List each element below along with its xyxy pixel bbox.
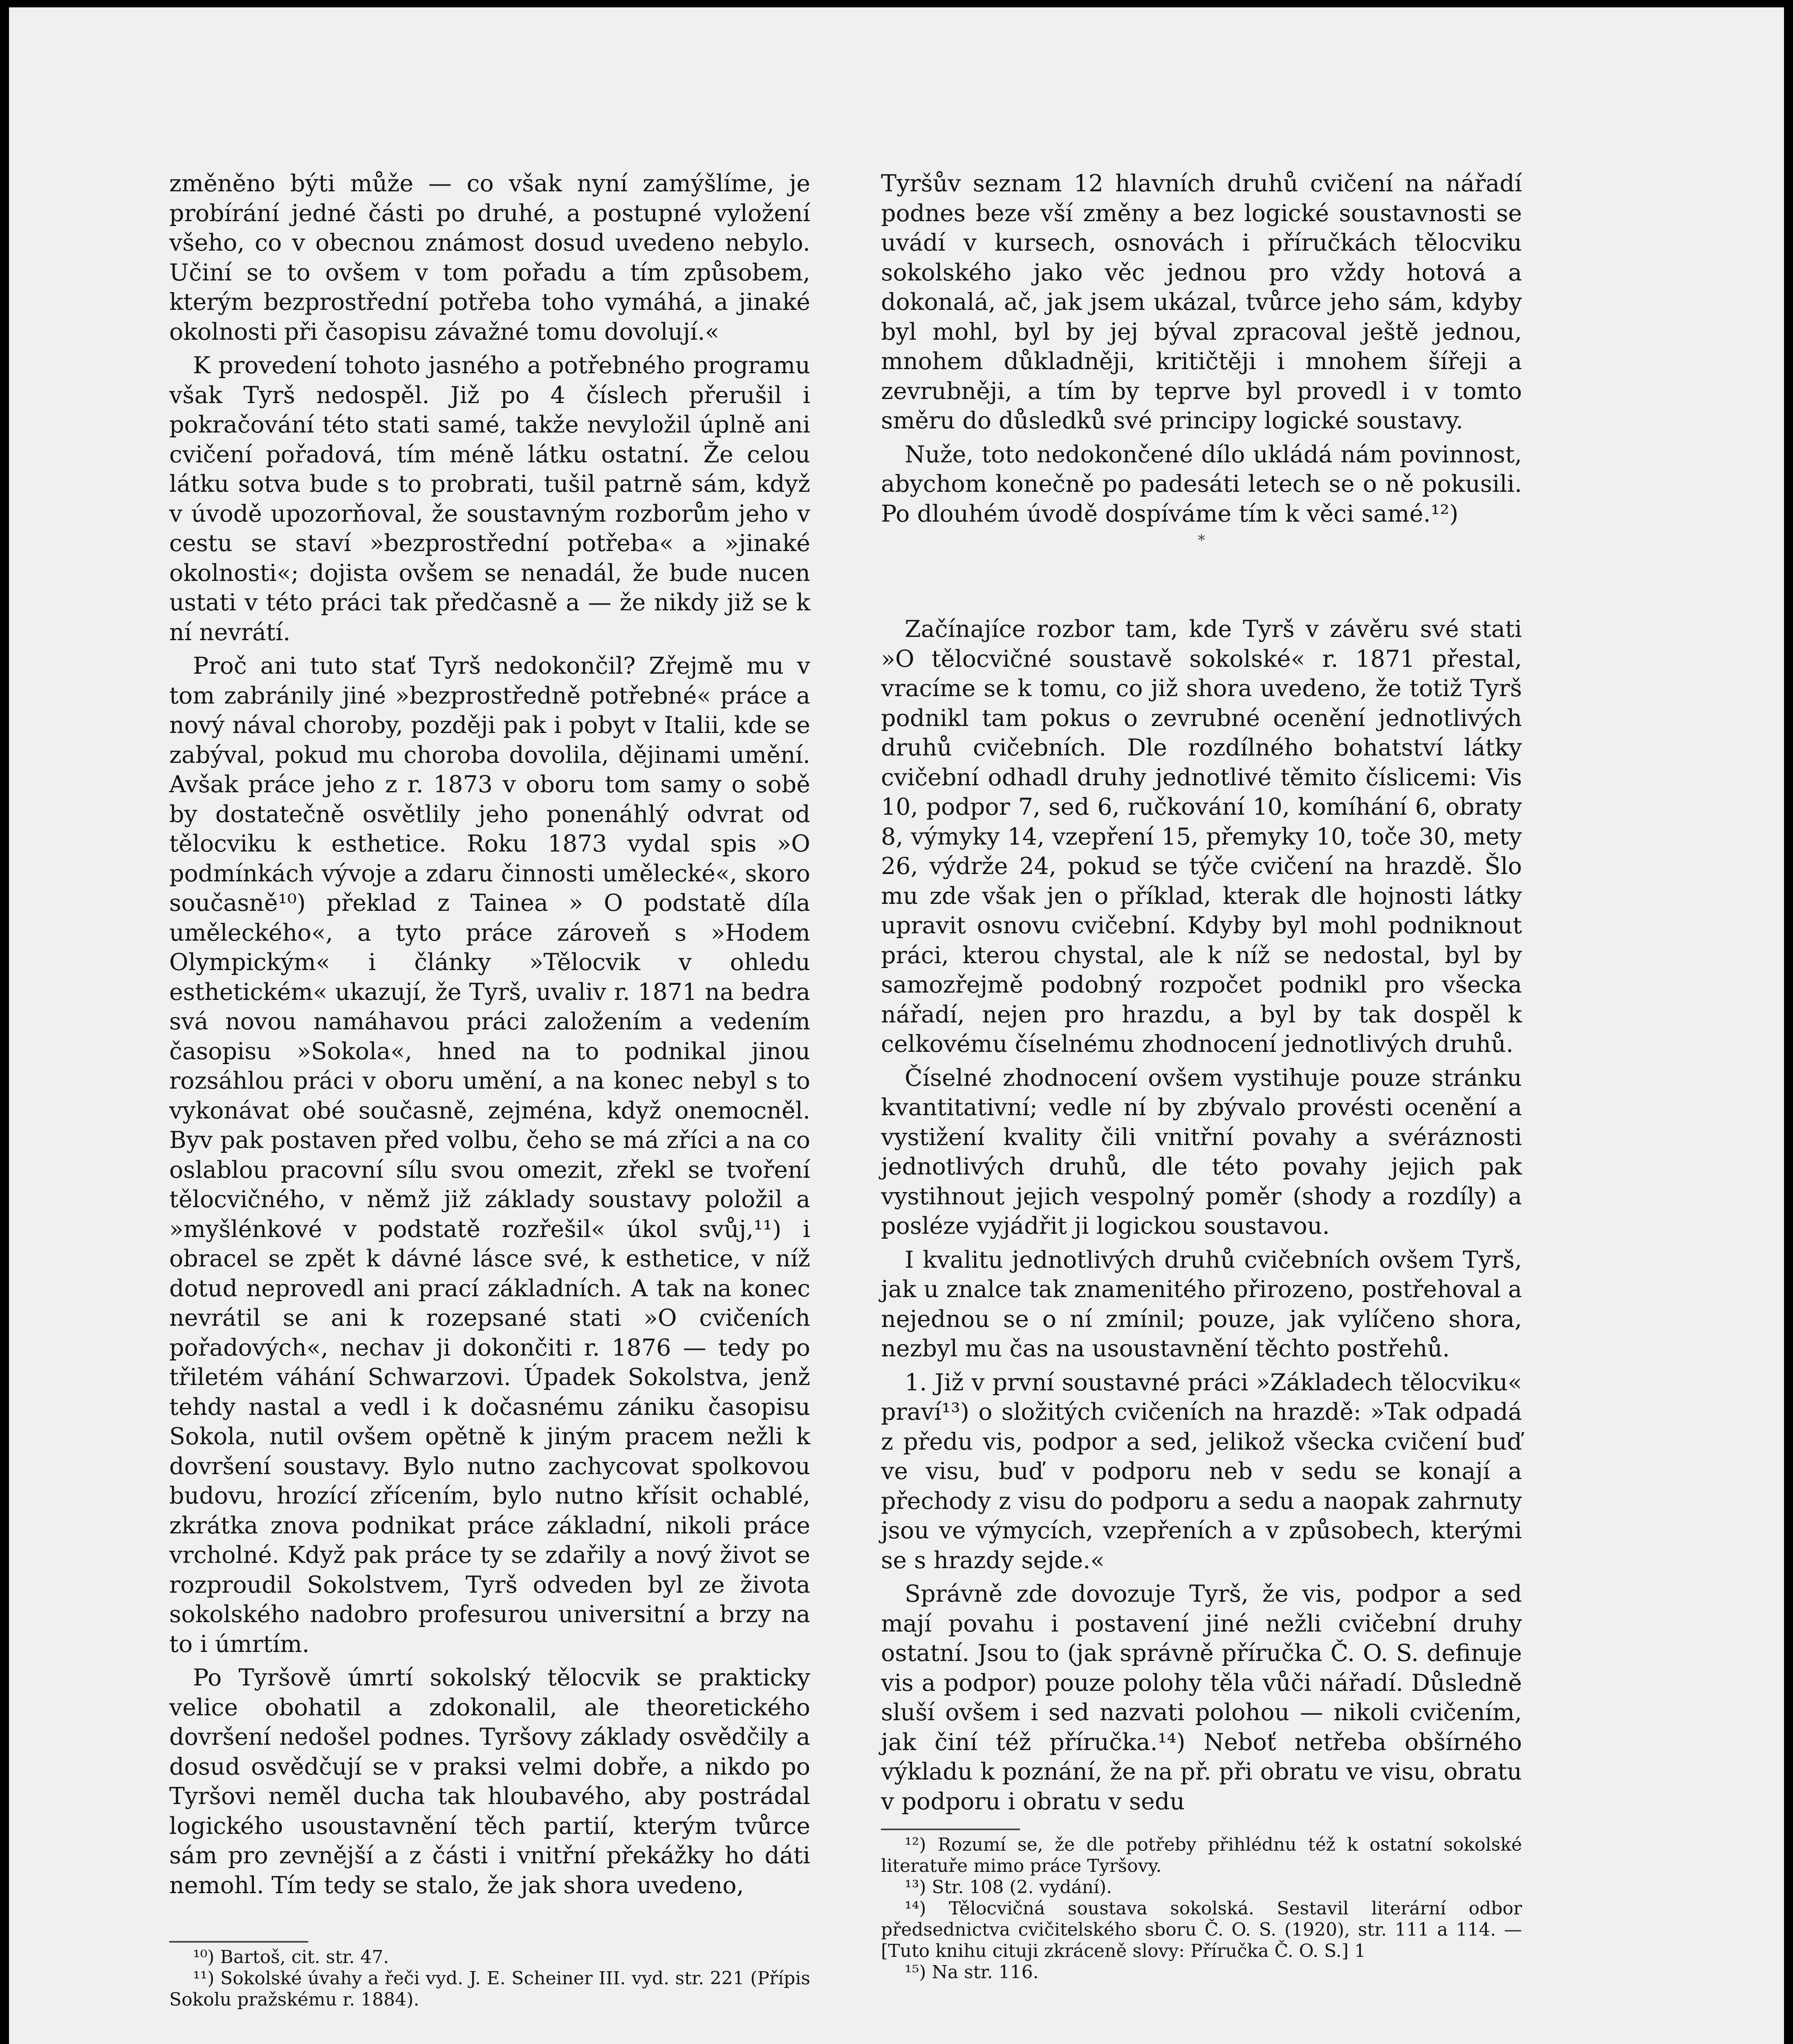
section-divider: *	[1198, 532, 1205, 549]
paragraph: I kvalitu jednotlivých druhů cvičebních ovšem Tyrš, jak u znalce tak znamenitého přirozeno, postřehoval a nejednou se o ní zmínil; pouze, jak vylíčeno shora, nezbyl mu čas na usoustavnění těchto postřehů.	[881, 1246, 1522, 1362]
paragraph: změněno býti může — co však nyní zamýšlíme, je probírání jedné části po druhé, a postupné vyložení všeho, co v obecnou známost dosud uvedeno nebylo. Učiní se to ovšem v tom pořadu a tím způsobem, kterým bezprostřední potřeba toho vymáhá, a jinaké okolnosti při časopisu závažné tomu dovolují.«	[169, 170, 810, 345]
right-footnotes	[881, 1829, 1522, 1983]
paragraph: Začínajíce rozbor tam, kde Tyrš v závěru své stati »O tělocvičné soustavě sokolské« r. 1871 přestal, vracíme se k tomu, co již shora uvedeno, že totiž Tyrš podnikl tam pokus o zevrubné ocenění jednotlivých druhů cvičebních. Dle rozdílného bohatství látky cvičební odhadl druhy jednotlivé těmito číslicemi: Vis 10, podpor 7, sed 6, ručkování 10, komíhání 6, obraty 8, výmyky 14, vzepření 15, přemyky 10, toče 30, mety 26, výdrže 24, pokud se týče cvičení na hrazdě. Šlo mu zde však jen o příklad, kterak dle hojnosti látky upravit osnovu cvičební. Kdyby byl mohl podniknout práci, kterou chystal, ale k níž se nedostal, byl by samozřejmě podobný rozpočet podnikl pro všecka nářadí, nejen pro hrazdu, a byl by tak dospěl k celkovému číselnému zhodnocení jednotlivých druhů.	[881, 616, 1522, 1058]
footnote: ¹¹) Sokolské úvahy a řeči vyd. J. E. Scheiner III. vyd. str. 221 (Přípis Sokolu pražskému r. 1884).	[169, 1968, 810, 2010]
paragraph: Tyršův seznam 12 hlavních druhů cvičení na nářadí podnes beze vší změny a bez logické soustavnosti se uvádí v kursech, osnovách i příručkách tělocviku sokolského jako věc jednou pro vždy hotová a dokonalá, ač, jak jsem ukázal, tvůrce jeho sám, kdyby byl mohl, byl by jej býval zpracoval ještě jednou, mnohem důkladněji, kritičtěji i mnohem šířeji a zevrubněji, a tím by teprve byl provedl i v tomto směru do důsledků své principy logické soustavy.	[881, 170, 1522, 434]
right-column	[881, 169, 1522, 1816]
section-gap	[881, 553, 1522, 614]
paragraph: Nuže, toto nedokončené dílo ukládá nám povinnost, abychom konečně po padesáti letech se o ně pokusili. Po dlouhém úvodě dospíváme tím k věci samé.¹²)	[881, 441, 1522, 527]
book-page	[9, 7, 1784, 2044]
footnote: ¹⁰) Bartoš, cit. str. 47.	[193, 1947, 389, 1968]
paragraph: Proč ani tuto stať Tyrš nedokončil? Zřejmě mu v tom zabránily jiné »bezprostředně potřebné« práce a nový nával choroby, později pak i pobyt v Italii, kde se zabýval, pokud mu choroba dovolila, dějinami umění. Avšak práce jeho z r. 1873 v oboru tom samy o sobě by dostatečně osvětlily jeho ponenáhlý odvrat od tělocviku k esthetice. Roku 1873 vydal spis »O podmínkách vývoje a zdaru činnosti umělecké«, skoro současně¹⁰) překlad z Tainea » O podstatě díla uměleckého«, a tyto práce zároveň s »Hodem Olympickým« i články »Tělocvik v ohledu esthetickém« ukazují, že Tyrš, uvaliv r. 1871 na bedra svá novou namáhavou práci založením a vedením časopisu »Sokola«, hned na to podnikal jinou rozsáhlou práci v oboru umění, a na konec nebyl s to vykonávat obé současně, zejména, když onemocněl. Byv pak postaven před volbu, čeho se má zříci a na co oslablou pracovní sílu svou omezit, zřekl se tvoření tělocvičného, v němž již základy soustavy položil a »myšlénkové v podstatě rozřešil« úkol svůj,¹¹) i obracel se zpět k dávné lásce své, k esthetice, v níž dotud neprovedl ani prací základních. A tak na konec nevrátil se ani k rozepsané stati »O cvičeních pořadových«, nechav ji dokončiti r. 1876 — tedy po třiletém váhání Schwarzovi. Úpadek Sokolstva, jenž tehdy nastal a vedl i k dočasnému zániku časopisu Sokola, nutil ovšem opětně k jiným pracem nežli k dovršení soustavy. Bylo nutno zachycovat spolkovou budovu, hrozící zřícením, bylo nutno křísit ochablé, zkrátka znova podnikat práce základní, nikoli práce vrcholné. Když pak práce ty se zdařily a nový život se rozproudil Sokolstvem, Tyrš odveden byl ze života sokolského nadobro profesurou universitní a brzy na to i úmrtím.	[169, 652, 810, 1658]
paragraph: Správně zde dovozuje Tyrš, že vis, podpor a sed mají povahu i postavení jiné nežli cvičební druhy ostatní. Jsou to (jak správně příručka Č. O. S. definuje vis a podpor) pouze polohy těla vůči nářadí. Důsledně sluší ovšem i sed nazvati polohou — nikoli cvičením, jak činí též příručka.¹⁴) Neboť netřeba obšírného výkladu k poznání, že na př. při obratu ve visu, obratu v podporu i obratu v sedu	[881, 1580, 1522, 1815]
paragraph: 1. Již v první soustavné práci »Základech tělocviku« praví¹³) o složitých cvičeních na hrazdě: »Tak odpadá z předu vis, podpor a sed, jelikož všecka cvičení buď ve visu, buď v podporu neb v sedu se konají a přechody z visu do podporu a sedu a naopak zahrnuty jsou ve výmycích, vzepřeních a v způsobech, kterými se s hrazdy sejde.«	[881, 1369, 1522, 1574]
footnote-rule	[881, 1829, 1020, 1830]
footnote: ¹³) Str. 108 (2. vydání).	[905, 1877, 1112, 1898]
footnote: ¹⁵) Na str. 116.	[905, 1962, 1039, 1983]
left-footnotes	[169, 1941, 810, 2010]
paragraph: Číselné zhodnocení ovšem vystihuje pouze stránku kvantitativní; vedle ní by zbývalo provésti ocenění a vystižení kvality čili vnitřní povahy a svéráznosti jednotlivých druhů, dle této povahy jejich pak vystihnout jejich vespolný poměr (shody a rozdíly) a posléze vyjádřit ji logickou soustavou.	[881, 1064, 1522, 1239]
footnote: ¹⁴) Tělocvičná soustava sokolská. Sestavil literární odbor předsednictva cvičitelského sboru Č. O. S. (1920), str. 111 a 114. — [Tuto knihu cituji zkráceně slovy: Příručka Č. O. S.] 1	[881, 1898, 1522, 1961]
paragraph: Po Tyršově úmrtí sokolský tělocvik se prakticky velice obohatil a zdokonalil, ale theoretického dovršení nedošel podnes. Tyršovy základy osvědčily a dosud osvědčují se v praksi velmi dobře, a nikdo po Tyršovi neměl ducha tak hloubavého, aby postrádal logického usoustavnění těch partií, kterým tvůrce sám pro zevnější a z části i vnitřní překážky ho dáti nemohl. Tím tedy se stalo, že jak shora uvedeno,	[169, 1664, 810, 1899]
paragraph: K provedení tohoto jasného a potřebného programu však Tyrš nedospěl. Již po 4 číslech přerušil i pokračování této stati samé, takže nevyložil úplně ani cvičení pořadová, tím méně látku ostatní. Že celou látku sotva bude s to probrati, tušil patrně sám, když v úvodě upozorňoval, že soustavným rozborům jeho v cestu se staví »bezprostřední potřeba« a »jinaké okolnosti«; dojista ovšem se nenadál, že bude nucen ustati v této práci tak předčasně a — že nikdy již se k ní nevrátí.	[169, 352, 810, 646]
footnote: ¹²) Rozumí se, že dle potřeby přihlédnu též k ostatní sokolské literatuře mimo práce Tyršovy.	[881, 1834, 1522, 1876]
left-column	[169, 169, 810, 1900]
footnote-rule	[169, 1941, 308, 1943]
